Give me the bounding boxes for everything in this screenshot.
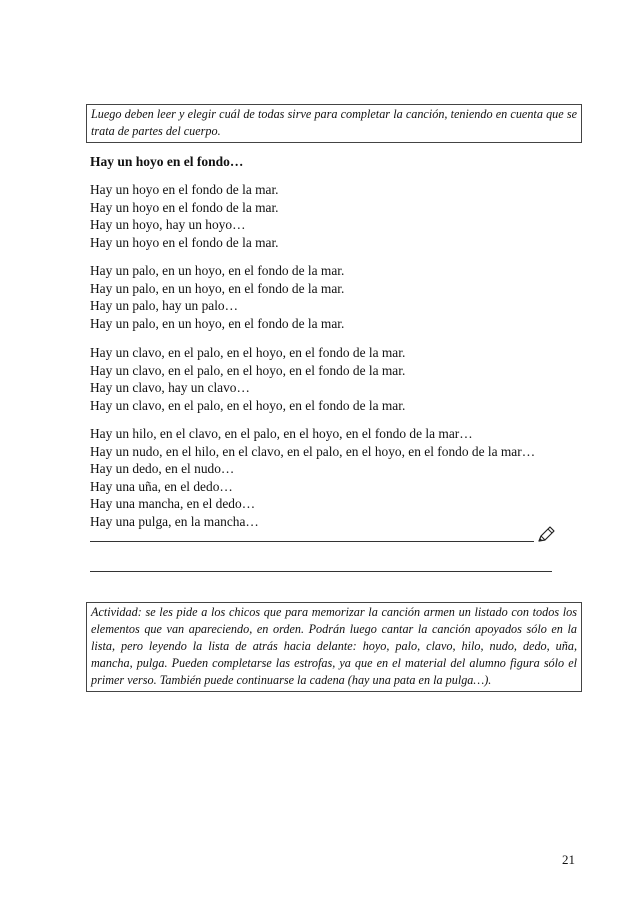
verse-line: Hay un nudo, en el hilo, en el clavo, en el palo, en el hoyo, en el fondo de la mar…: [90, 443, 536, 459]
verse-line: Hay una uña, en el dedo…: [90, 478, 233, 494]
stanza-2: [90, 262, 570, 332]
song-title: Hay un hoyo en el fondo…: [90, 154, 244, 169]
intro-instruction-text: Luego deben leer y elegir cuál de todas sirve para completar la canción, teniendo en cuenta que se trata de partes del cuerpo.: [91, 107, 577, 138]
verse-line: Hay un hoyo en el fondo de la mar.: [90, 199, 279, 215]
verse-line: Hay un clavo, hay un clavo…: [90, 380, 250, 396]
verse-line: Hay un clavo, en el palo, en el hoyo, en el fondo de la mar.: [90, 397, 406, 413]
verse-line: Hay un hoyo en el fondo de la mar.: [90, 234, 279, 250]
verse-line: Hay un palo, en un hoyo, en el fondo de la mar.: [90, 280, 345, 296]
stanza-1: [90, 181, 570, 251]
verse-line: Hay una pulga, en la mancha…: [90, 513, 259, 529]
verse-line: Hay un hoyo en el fondo de la mar.: [90, 182, 279, 197]
activity-box: [86, 602, 582, 692]
verse-line: Hay un palo, hay un palo…: [90, 298, 239, 314]
verse-line: Hay un hoyo, hay un hoyo…: [90, 217, 246, 233]
verse-line: Hay un palo, en un hoyo, en el fondo de la mar.: [90, 315, 345, 331]
answer-line[interactable]: [90, 571, 552, 572]
stanza-3: [90, 344, 570, 414]
verse-line: Hay un clavo, en el palo, en el hoyo, en el fondo de la mar.: [90, 362, 406, 378]
answer-line[interactable]: [90, 541, 534, 542]
verse-line: Hay un hilo, en el clavo, en el palo, en el hoyo, en el fondo de la mar…: [90, 426, 473, 441]
verse-line: Hay una mancha, en el dedo…: [90, 496, 256, 512]
pencil-icon: [536, 525, 556, 550]
verse-line: Hay un clavo, en el palo, en el hoyo, en el fondo de la mar.: [90, 345, 406, 360]
page-number: 21: [562, 852, 575, 867]
intro-instruction-box: [86, 104, 582, 143]
verse-line: Hay un palo, en un hoyo, en el fondo de la mar.: [90, 263, 345, 278]
stanza-4: [90, 425, 570, 531]
activity-text: Actividad: se les pide a los chicos que para memorizar la canción armen un listado con todos los elementos que van apareciendo, en orden. Podrán luego cantar la canción apoyados sólo en la lista, pero leyendo la lista de atrás hacia delante: hoyo, palo, clavo, hilo, nudo, dedo, uña, mancha, pulga. Pueden completarse las estrofas, ya que en el material del alumno figura sólo el primer verso. También puede continuarse la cadena (hay una pata en la pulga…).: [91, 605, 577, 687]
verse-line: Hay un dedo, en el nudo…: [90, 461, 235, 477]
